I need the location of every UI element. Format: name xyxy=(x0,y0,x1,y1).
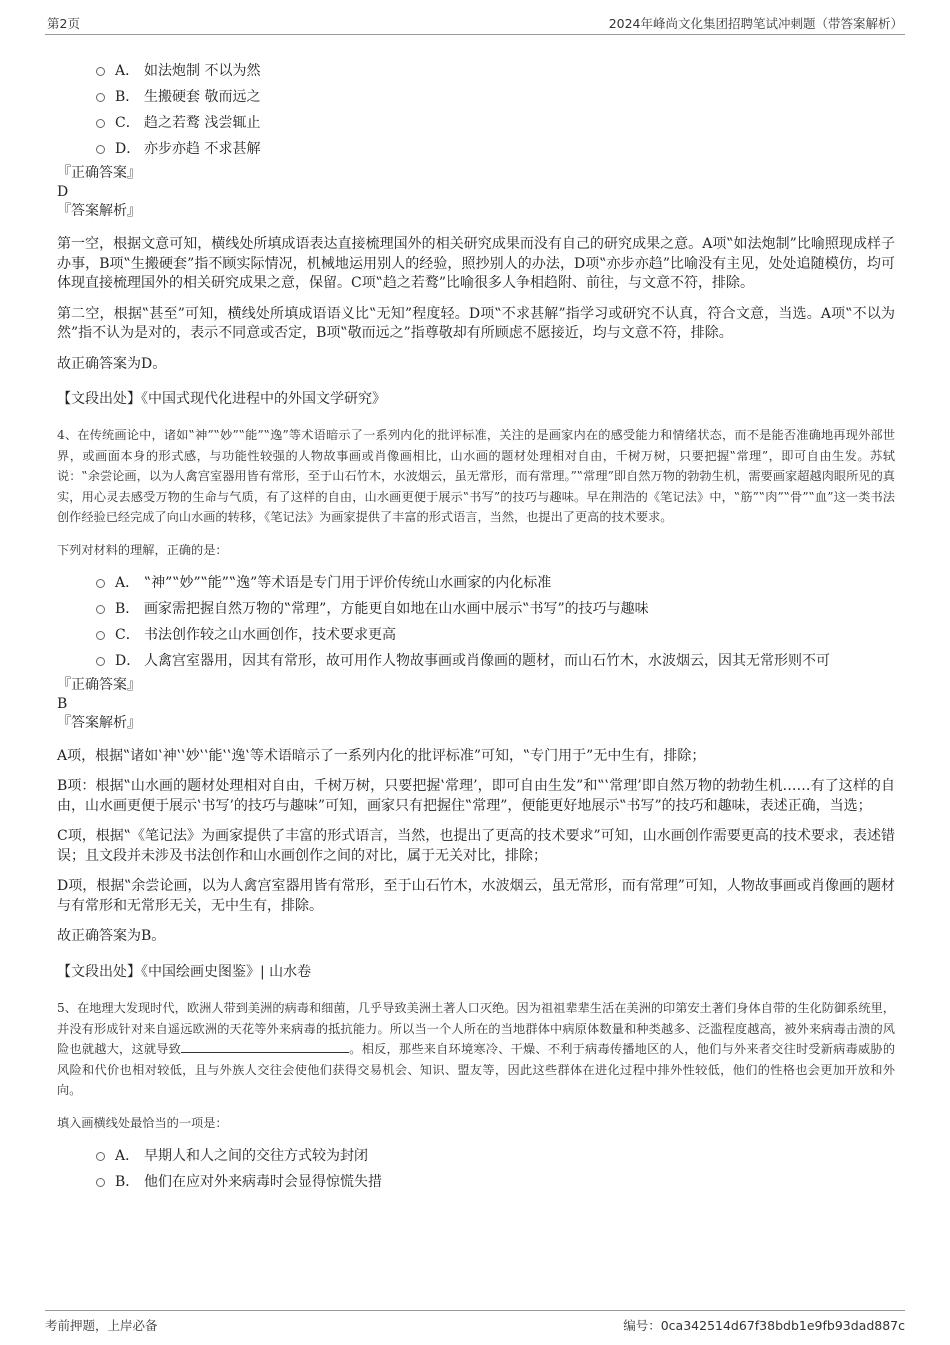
radio-icon[interactable] xyxy=(96,119,105,128)
q4-option-d[interactable]: D． 人禽宫室器用，因其有常形，故可用作人物故事画或肖像画的题材，而山石竹木，水波烟云，因其无常形则不可 xyxy=(57,648,895,674)
analysis-label: 『答案解析』 xyxy=(57,203,141,219)
q5-option-a[interactable]: A． 早期人和人之间的交往方式较为封闭 xyxy=(57,1143,895,1169)
document-id: 编号：0ca342514d67f38bdb1e9fb93dad887c xyxy=(623,1318,905,1333)
q3-option-c[interactable]: C． 趋之若鹜 浅尝辄止 xyxy=(57,110,895,136)
radio-icon[interactable] xyxy=(96,605,105,614)
analysis-paragraph: 故正确答案为B。 xyxy=(57,928,166,945)
source-citation: 【文段出处】《中国绘画史图鉴》| 山水卷 xyxy=(57,963,312,980)
q5-option-b[interactable]: B． 他们在应对外来病毒时会显得惊慌失措 xyxy=(57,1169,895,1195)
q4-passage: 4、在传统画论中，诸如‟神”‟妙”‟能”‟逸”等术语暗示了一系列内化的批评标准，关注的是画家内在的感受能力和情绪状态，而不是能否准确地再现外部世界，或画面本身的形式感，与功能性较强的人物故事画或肖像画相比，山水画的题材处理相对自由，千树万树，只要把握‟常理”，即可自由生发。苏轼说：‟余尝论画，以为人禽宫室器用皆有常形，至于山石竹木，水波烟云，虽无常形，而有常理。”‟常理”即自然万物的勃勃生机，需要画家超越肉眼所见的真实，用心灵去感受万物的生命与气质，有了这样的自由，山水画更便于展示‟书写”的技巧与趣味。早在荆浩的《笔记法》中，‟筋”‟肉”‟骨”‟血”这一类书法创作经验已经完成了向山水画的转移，《笔记法》为画家提供了丰富的形式语言，当然，也提出了更高的技术要求。 xyxy=(57,428,895,525)
answer-label: 『正确答案』 xyxy=(57,676,141,693)
source-citation: 【文段出处】《中国式现代化进程中的外国文学研究》 xyxy=(57,391,386,407)
radio-icon[interactable] xyxy=(96,579,105,588)
radio-icon[interactable] xyxy=(96,67,105,76)
q3-option-a[interactable]: A． 如法炮制 不以为然 xyxy=(57,58,895,84)
analysis-label: 『答案解析』 xyxy=(57,714,141,731)
radio-icon[interactable] xyxy=(96,93,105,102)
analysis-paragraph: B项：根据‟山水画的题材处理相对自由，千树万树，只要把握‛常理’，即可自由生发”和‟‛常理’即自然万物的勃勃生机……有了这样的自由，山水画更便于展示‛书写’的技巧与趣味”可知，画家只有把握住‟常理”，便能更好地展示‟书写”的技巧和趣味，表述正确，当选； xyxy=(57,778,895,814)
q4-option-c[interactable]: C． 书法创作较之山水画创作，技术要求更高 xyxy=(57,622,895,648)
answer-value: B xyxy=(57,695,68,712)
radio-icon[interactable] xyxy=(96,1152,105,1161)
q5-passage: 5、在地理大发现时代，欧洲人带到美洲的病毒和细菌，几乎导致美洲土著人口灭绝。因为祖祖辈辈生活在美洲的印第安土著们身体自带的生化防御系统里，并没有形成针对来自遥远欧洲的天花等外来病毒的抵抗能力。所以当一个人所在的当地群体中病原体数量和种类越多、泛滥程度越高，被外来病毒击溃的风险也就越大，这就导致 。相反，那些来自环境寒冷、干燥、不利于病毒传播地区的人，他们与外来者交往时受新病毒威胁的风险和代价也相对较低，且与外族人交往会使他们获得交易机会、知识、盟友等，因此这些群体在进化过程中排外性较低，他们的性格也会更加开放和外向。 xyxy=(57,1000,896,1098)
fill-blank xyxy=(181,1040,349,1053)
radio-icon[interactable] xyxy=(96,631,105,640)
q5-options xyxy=(57,1143,895,1195)
q3-option-b[interactable]: B． 生搬硬套 敬而远之 xyxy=(57,84,895,110)
answer-value: D xyxy=(57,184,69,200)
page-header xyxy=(45,12,905,35)
analysis-paragraph: A项，根据‟诸如‛神‛‛妙‛‛能‛‛逸‛等术语暗示了一系列内化的批评标准”可知，‟专门用于”无中生有，排除； xyxy=(57,747,706,764)
radio-icon[interactable] xyxy=(96,145,105,154)
answer-label: 『正确答案』 xyxy=(57,165,141,181)
analysis-paragraph: 第一空，根据文意可知，横线处所填成语表达直接梳理国外的相关研究成果而没有自己的研究成果之意。A项‟如法炮制”比喻照现成样子办事，B项‟生搬硬套”指不顾实际情况，机械地运用别人的经验，照抄别人的办法，D项‟亦步亦趋”比喻没有主见，处处追随模仿，均可体现直接梳理国外的相关研究成果之意，保留。C项‟趋之若鹜”比喻很多人争相趋附、前往，与文意不符，排除。 xyxy=(57,236,895,291)
radio-icon[interactable] xyxy=(96,657,105,666)
analysis-paragraph: C项，根据‟《笔记法》为画家提供了丰富的形式语言，当然，也提出了更高的技术要求”可知，山水画创作需要更高的技术要求，表述错误；且文段并未涉及书法创作和山水画创作之间的对比，属于无关对比，排除； xyxy=(57,828,895,864)
q3-options xyxy=(57,58,895,162)
q5-prompt: 填入画横线处最恰当的一项是： xyxy=(57,1115,228,1130)
q4-prompt: 下列对材料的理解，正确的是： xyxy=(57,542,228,557)
q3-option-d[interactable]: D． 亦步亦趋 不求甚解 xyxy=(57,136,895,162)
q4-option-a[interactable]: A． ‟神”‟妙”‟能”‟逸”等术语是专门用于评价传统山水画家的内化标准 xyxy=(57,570,895,596)
document-title: 2024年峰尚文化集团招聘笔试冲刺题（带答案解析） xyxy=(608,16,903,31)
radio-icon[interactable] xyxy=(96,1178,105,1187)
document-body xyxy=(57,58,895,1195)
page-footer xyxy=(45,1310,905,1337)
q4-options xyxy=(57,570,895,674)
analysis-paragraph: 故正确答案为D。 xyxy=(57,355,167,372)
footer-slogan: 考前押题，上岸必备 xyxy=(45,1318,158,1333)
q4-option-b[interactable]: B． 画家需把握自然万物的‟常理”，方能更自如地在山水画中展示‟书写”的技巧与趣味 xyxy=(57,596,895,622)
analysis-paragraph: 第二空，根据‟甚至”可知，横线处所填成语语义比‟无知”程度轻。D项‟不求甚解”指学习或研究不认真，符合文意，当选。A项‟不以为然”指不认为是对的，表示不同意或否定，B项‟敬而远之”指尊敬却有所顾虑不愿接近，均与文意不符，排除。 xyxy=(57,305,895,341)
page-number: 第2页 xyxy=(47,16,80,31)
analysis-paragraph: D项，根据‟余尝论画，以为人禽宫室器用皆有常形，至于山石竹木，水波烟云，虽无常形，而有常理”可知，人物故事画或肖像画的题材与有常形和无常形无关，无中生有，排除。 xyxy=(57,878,895,914)
